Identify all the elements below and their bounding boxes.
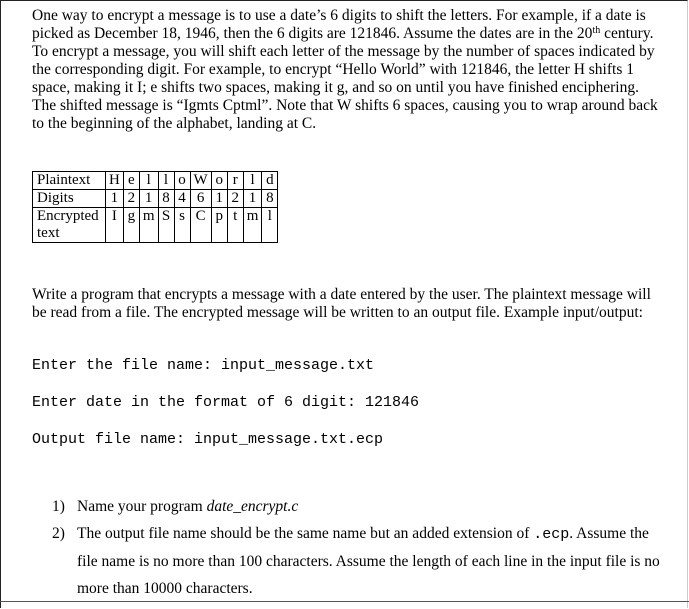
table-cell: o bbox=[174, 172, 190, 190]
table-cell: 2 bbox=[123, 190, 139, 208]
row-label-encrypted: Encrypted text bbox=[33, 208, 106, 243]
requirements-list bbox=[52, 493, 662, 602]
table-cell: H bbox=[106, 172, 124, 190]
io-example-line-2: Enter date in the format of 6 digit: 121846 bbox=[32, 394, 420, 411]
requirement-text: Name your program date_encrypt.c bbox=[77, 498, 299, 515]
intro-text-part1: One way to encrypt a message is to use a date’s 6 digits to shift the letters. For example, if a date is picked as December 18, 1946, then the 6 digits are 121846. Assume the dates are in the 20 bbox=[32, 7, 646, 42]
table-cell: 1 bbox=[211, 190, 227, 208]
list-number: 1) bbox=[52, 498, 65, 515]
table-cell: 1 bbox=[139, 190, 158, 208]
table-cell: r bbox=[227, 172, 243, 190]
row-label-plaintext: Plaintext bbox=[33, 172, 106, 190]
table-cell: W bbox=[190, 172, 211, 190]
list-item bbox=[52, 520, 662, 602]
table-cell: 4 bbox=[174, 190, 190, 208]
io-example-line-3: Output file name: input_message.txt.ecp bbox=[32, 431, 384, 448]
cipher-table bbox=[32, 171, 278, 243]
row-label-digits: Digits bbox=[33, 190, 106, 208]
program-name: date_encrypt.c bbox=[206, 498, 299, 515]
table-cell: 8 bbox=[158, 190, 174, 208]
list-item bbox=[52, 493, 662, 520]
intro-paragraph bbox=[32, 7, 662, 133]
table-cell: l bbox=[262, 208, 278, 243]
table-cell: p bbox=[211, 208, 227, 243]
io-example-line-1: Enter the file name: input_message.txt bbox=[32, 357, 375, 374]
table-cell: C bbox=[190, 208, 211, 243]
table-cell: o bbox=[211, 172, 227, 190]
table-cell: 8 bbox=[262, 190, 278, 208]
table-cell: 1 bbox=[243, 190, 262, 208]
table-cell: d bbox=[262, 172, 278, 190]
table-cell: g bbox=[123, 208, 139, 243]
table-cell: l bbox=[158, 172, 174, 190]
requirement-text: The output file name should be the same name but an added extension of .ecp. Assume the file name is no more than 100 characters. Assume the length of each line in the input file is no more than 10000 characters. bbox=[77, 525, 660, 597]
extension-code: .ecp bbox=[533, 526, 570, 543]
digits-row bbox=[33, 190, 278, 208]
table-cell: 6 bbox=[190, 190, 211, 208]
table-cell: m bbox=[243, 208, 262, 243]
table-cell: 2 bbox=[227, 190, 243, 208]
list-number: 2) bbox=[52, 525, 65, 542]
table-cell: t bbox=[227, 208, 243, 243]
table-cell: l bbox=[139, 172, 158, 190]
task-description: Write a program that encrypts a message with a date entered by the user. The plaintext message will be read from a file. The encrypted message will be written to an output file. Example input/output: bbox=[32, 286, 651, 321]
table-cell: S bbox=[158, 208, 174, 243]
table-cell: m bbox=[139, 208, 158, 243]
bottom-divider bbox=[0, 601, 689, 602]
table-cell: e bbox=[123, 172, 139, 190]
plaintext-row bbox=[33, 172, 278, 190]
encrypted-row bbox=[33, 208, 278, 243]
table-cell: l bbox=[243, 172, 262, 190]
table-cell: 1 bbox=[106, 190, 124, 208]
intro-text-part2: century. To encrypt a message, you will shift each letter of the message by the number of spaces indicated by the corresponding digit. For example, to encrypt “Hello World” with 121846, the letter H shifts 1 space, making it I; e shifts two spaces, making it g, and so on until you have finished enciphering. The shifted message is “Igmts Cptml”. Note that W shifts 6 spaces, causing you to wrap around back to the beginning of the alphabet, landing at C. bbox=[32, 25, 658, 132]
table-cell: I bbox=[106, 208, 124, 243]
table-cell: s bbox=[174, 208, 190, 243]
intro-superscript: th bbox=[592, 25, 601, 36]
